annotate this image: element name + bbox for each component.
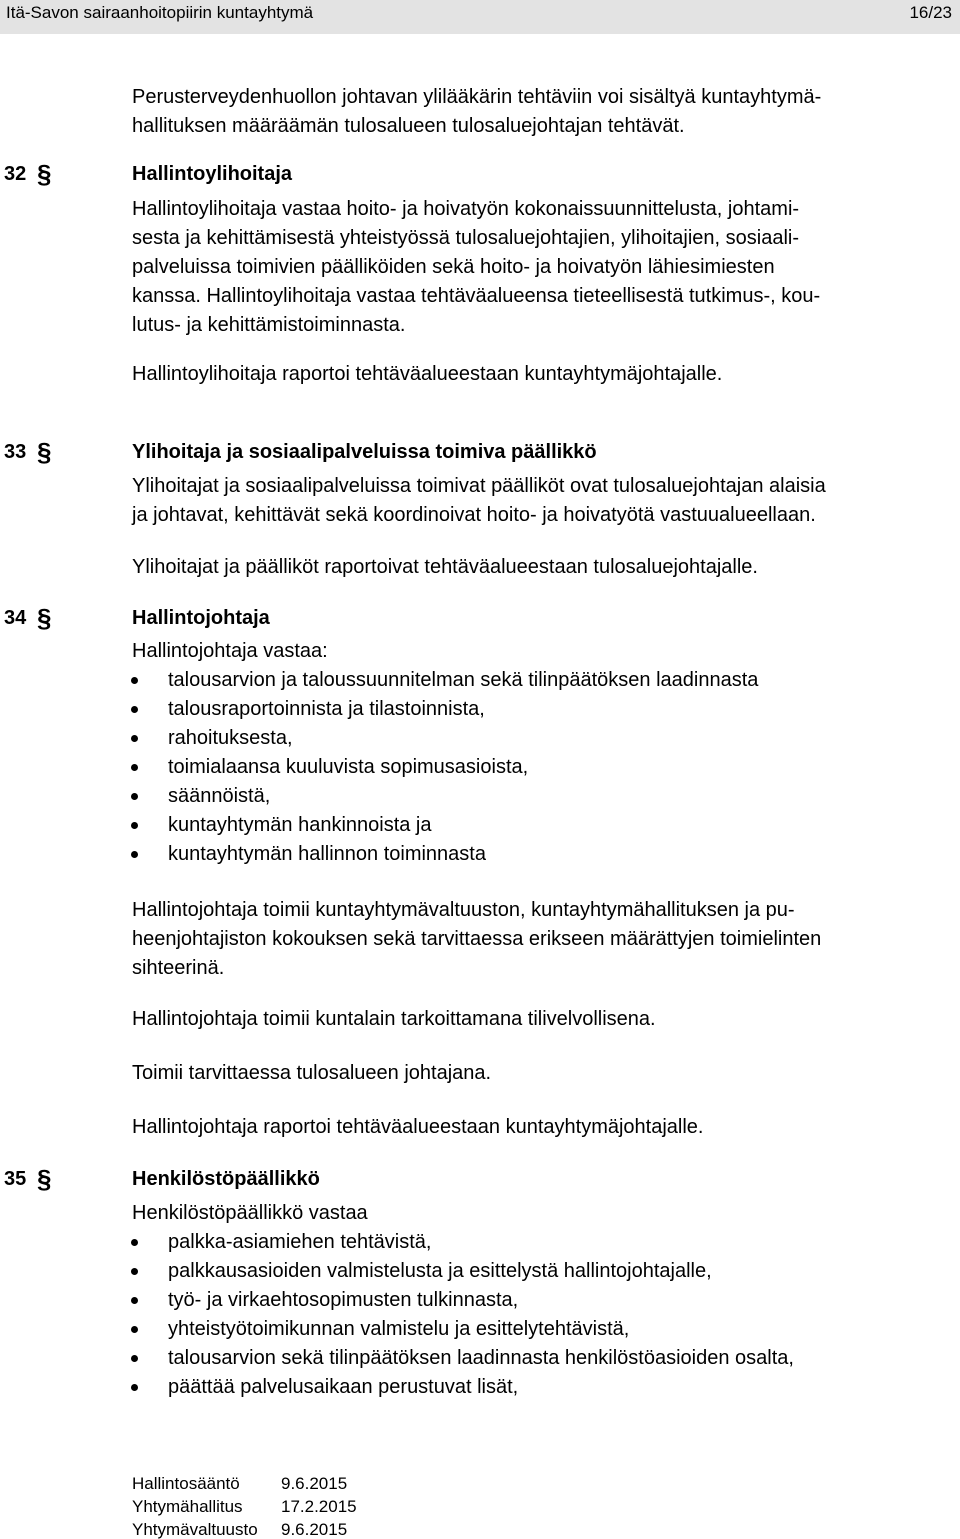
- s34-bullet-6: kuntayhtymän hankinnoista ja: [168, 814, 432, 836]
- section-number-34: 34: [4, 607, 27, 629]
- section-title-34: Hallintojohtaja: [132, 607, 270, 629]
- section-sign-icon: §: [37, 1164, 52, 1194]
- footer-date: 9.6.2015: [281, 1520, 348, 1539]
- footer-label: Hallintosääntö: [132, 1474, 240, 1493]
- s35-bullet-6: päättää palvelusaikaan perustuvat lisät,: [168, 1376, 519, 1398]
- s32-p1-line-5: lutus- ja kehittämistoiminnasta.: [132, 314, 406, 336]
- s34-p1-line-2: heenjohtajiston kokouksen sekä tarvittaessa erikseen määrättyjen toimielinten: [132, 928, 822, 950]
- s34-bullet-2: talousraportoinnista ja tilastoinnista,: [168, 698, 485, 720]
- s35-intro: Henkilöstöpäällikkö vastaa: [132, 1202, 368, 1224]
- s34-bullet-1: talousarvion ja taloussuunnitelman sekä tilinpäätöksen laadinnasta: [168, 669, 759, 691]
- header-title: Itä-Savon sairaanhoitopiirin kuntayhtymä: [6, 3, 314, 22]
- footer-label: Yhtymähallitus: [132, 1497, 243, 1516]
- section-title-32: Hallintoylihoitaja: [132, 163, 293, 185]
- intro-line-2: hallituksen määräämän tulosalueen tulosaluejohtajan tehtävät.: [132, 115, 685, 137]
- s33-p1-line-1: Ylihoitajat ja sosiaalipalveluissa toimivat päälliköt ovat tulosaluejohtajan alaisia: [132, 475, 826, 497]
- bullet-icon: [131, 735, 138, 742]
- section-title-33: Ylihoitaja ja sosiaalipalveluissa toimiva päällikkö: [132, 441, 597, 463]
- s35-bullet-3: työ- ja virkaehtosopimusten tulkinnasta,: [168, 1289, 519, 1311]
- footer-date: 9.6.2015: [281, 1474, 348, 1493]
- bullet-icon: [131, 1326, 138, 1333]
- bullet-icon: [131, 793, 138, 800]
- bullet-icon: [131, 822, 138, 829]
- footer-row: [132, 1474, 348, 1493]
- bullet-icon: [131, 851, 138, 858]
- s34-p1-line-3: sihteerinä.: [132, 957, 225, 979]
- s33-p1-line-2: ja johtavat, kehittävät sekä koordinoivat hoito- ja hoivatyötä vastuualueellaan.: [132, 504, 816, 526]
- s34-bullet-3: rahoituksesta,: [168, 727, 293, 749]
- s32-p1-line-1: Hallintoylihoitaja vastaa hoito- ja hoivatyön kokonaissuunnittelusta, johtami-: [132, 198, 800, 220]
- section-title-35: Henkilöstöpäällikkö: [132, 1168, 320, 1190]
- bullet-icon: [131, 1384, 138, 1391]
- footer-label: Yhtymävaltuusto: [132, 1520, 258, 1539]
- section-sign-icon: §: [37, 437, 52, 467]
- s34-p1-line-1: Hallintojohtaja toimii kuntayhtymävaltuuston, kuntayhtymähallituksen ja pu-: [132, 899, 795, 921]
- s34-bullet-5: säännöistä,: [168, 785, 271, 807]
- section-sign-icon: §: [37, 603, 52, 633]
- s35-bullet-1: palkka-asiamiehen tehtävistä,: [168, 1231, 432, 1253]
- bullet-icon: [131, 1297, 138, 1304]
- s33-p2: Ylihoitajat ja päälliköt raportoivat tehtäväalueestaan tulosaluejohtajalle.: [132, 556, 758, 578]
- intro-line-1: Perusterveydenhuollon johtavan ylilääkärin tehtäviin voi sisältyä kuntayhtymä-: [132, 86, 822, 108]
- s34-bullet-4: toimialaansa kuuluvista sopimusasioista,: [168, 756, 529, 778]
- page-number: 16/23: [909, 3, 952, 22]
- s35-bullet-5: talousarvion sekä tilinpäätöksen laadinnasta henkilöstöasioiden osalta,: [168, 1347, 794, 1369]
- footer-row: [132, 1520, 348, 1539]
- bullet-icon: [131, 1355, 138, 1362]
- s34-intro: Hallintojohtaja vastaa:: [132, 640, 328, 662]
- bullet-icon: [131, 1239, 138, 1246]
- bullet-icon: [131, 1268, 138, 1275]
- page-header: [0, 0, 960, 34]
- bullet-icon: [131, 706, 138, 713]
- footer-row: [132, 1497, 357, 1516]
- bullet-icon: [131, 764, 138, 771]
- footer-date: 17.2.2015: [281, 1497, 357, 1516]
- s32-p2: Hallintoylihoitaja raportoi tehtäväalueestaan kuntayhtymäjohtajalle.: [132, 363, 723, 385]
- s32-p1-line-4: kanssa. Hallintoylihoitaja vastaa tehtäväalueensa tieteellisestä tutkimus-, kou-: [132, 285, 821, 307]
- section-number-35: 35: [4, 1168, 27, 1190]
- section-sign-icon: §: [37, 159, 52, 189]
- s34-bullet-7: kuntayhtymän hallinnon toiminnasta: [168, 843, 486, 865]
- s32-p1-line-3: palveluissa toimivien päälliköiden sekä hoito- ja hoivatyön lähiesimiesten: [132, 256, 775, 278]
- s32-p1-line-2: sesta ja kehittämisestä yhteistyössä tulosaluejohtajien, ylihoitajien, sosiaali-: [132, 227, 800, 249]
- bullet-icon: [131, 677, 138, 684]
- section-number-32: 32: [4, 163, 27, 185]
- section-number-33: 33: [4, 441, 27, 463]
- s34-p2: Hallintojohtaja toimii kuntalain tarkoittamana tilivelvollisena.: [132, 1008, 656, 1030]
- s34-p3: Toimii tarvittaessa tulosalueen johtajana.: [132, 1062, 492, 1084]
- s35-bullet-2: palkkausasioiden valmistelusta ja esittelystä hallintojohtajalle,: [168, 1260, 712, 1282]
- s35-bullet-4: yhteistyötoimikunnan valmistelu ja esittelytehtävistä,: [168, 1318, 630, 1340]
- s34-p4: Hallintojohtaja raportoi tehtäväalueestaan kuntayhtymäjohtajalle.: [132, 1116, 704, 1138]
